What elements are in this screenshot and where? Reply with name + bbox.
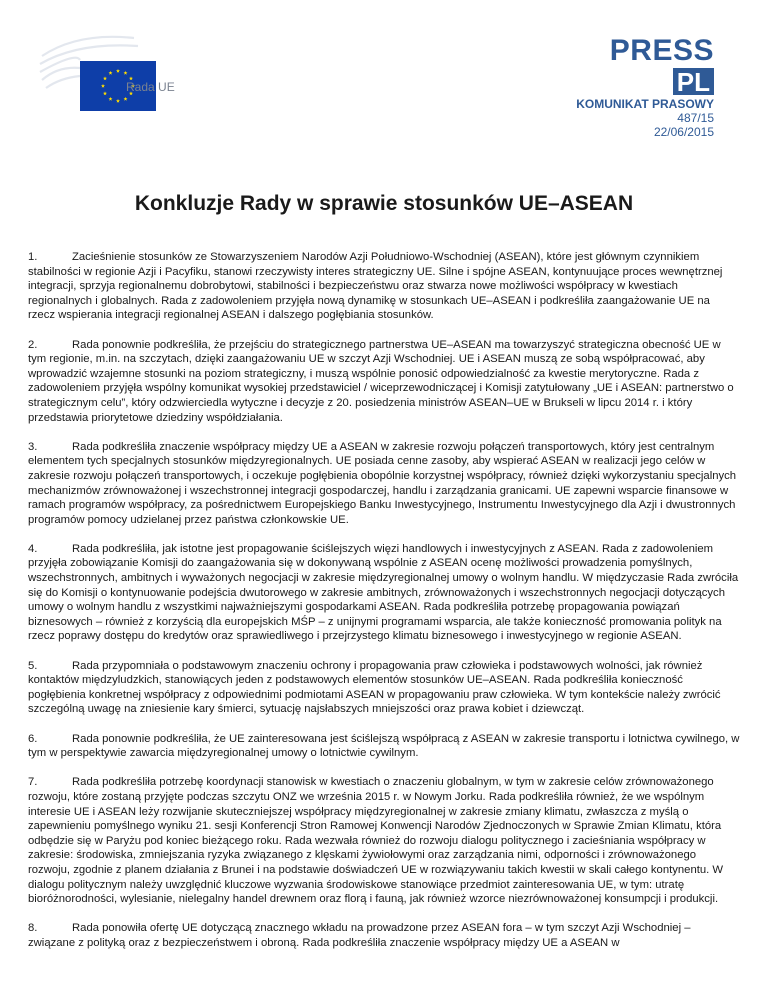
org-name: Rada UE <box>126 80 175 94</box>
flag-star-icon <box>116 99 120 103</box>
paragraph <box>28 659 740 717</box>
paragraph-text: Rada ponownie podkreśliła, że przejściu do strategicznego partnerstwa UE–ASEAN ma towarzyszyć strategiczna obecność UE w tym regionie, m.in. na szczytach, dzięki zaangażowaniu UE w szczyt Azji Wschodniej. UE i ASEAN muszą ze sobą współpracować, aby wprowadzić wzajemne stosunki na poziom strategiczny, i muszą wspólnie ponosić odpowiedzialność za kwestie merytoryczne. Rada z zadowoleniem przyjęła wspólny komunikat wysokiej przedstawiciel / wiceprzewodniczącej i Komisji zatytułowany „UE i ASEAN: partnerstwo o strategicznym celu”, który odzwierciedla wytyczne i decyzje z 20. posiedzenia ministrów ASEAN–UE w Brukseli w lipcu 2014 r. i który przedstawia priorytetowe dziedziny współdziałania. <box>28 338 734 424</box>
page-title: Konkluzje Rady w sprawie stosunków UE–ASEAN <box>134 192 634 215</box>
flag-star-icon <box>116 69 120 73</box>
paragraph <box>28 250 740 323</box>
paragraph-number: 2. <box>28 338 38 351</box>
paragraph <box>28 542 740 644</box>
flag-star-icon <box>124 71 128 75</box>
document-body <box>28 250 740 965</box>
paragraph-number: 7. <box>28 776 38 789</box>
paragraph <box>28 921 740 950</box>
paragraph-number: 4. <box>28 542 38 555</box>
release-date: 22/06/2015 <box>653 125 714 139</box>
flag-star-icon <box>109 97 113 101</box>
paragraph-number: 6. <box>28 732 38 745</box>
paragraph <box>28 775 740 906</box>
paragraph <box>28 338 740 426</box>
reference-number: 487/15 <box>677 111 714 125</box>
paragraph <box>28 440 740 528</box>
press-header <box>576 36 714 139</box>
paragraph-number: 3. <box>28 440 38 453</box>
paragraph-number: 8. <box>28 922 38 935</box>
paragraph-text: Rada ponownie podkreśliła, że UE zainteresowana jest ściślejszą współpracą z ASEAN w zakresie transportu i lotnictwa cywilnego, w tym w perspektywie zawarcia międzyregionalnej umowy o lotnictwie cywilnym. <box>28 732 740 760</box>
flag-star-icon <box>124 97 128 101</box>
paragraph-text: Rada przypomniała o podstawowym znaczeniu ochrony i propagowania praw człowieka i podstawowych wolności, jak również kontaktów międzyludzkich, stanowiących jeden z podstawowych elementów stosunków UE–ASEAN. Rada podkreśliła konieczność pogłębienia konkretnej współpracy z odpowiednimi podmiotami ASEAN w propagowaniu praw człowieka. W tym kontekście należy zwrócić szczególną uwagę na zniesienie kary śmierci, sytuację najsłabszych mniejszości oraz prawa kobiet i dziewcząt. <box>28 659 721 716</box>
paragraph <box>28 732 740 761</box>
paragraph-number: 5. <box>28 659 38 672</box>
paragraph-number: 1. <box>28 251 38 263</box>
press-label: PRESS <box>609 34 714 67</box>
paragraph-text: Zacieśnienie stosunków ze Stowarzyszeniem Narodów Azji Południowo-Wschodniej (ASEAN), które jest głównym czynnikiem stabilności w regionie Azji i Pacyfiku, stanowi rzeczywisty interes strategiczny UE. Silne i spójne ASEAN, kontynuujące proces wewnętrznej integracji, sprzyja regionalnemu dobrobytowi, stabilności i bezpieczeństwu oraz stwarza nowe możliwości współpracy w kwestiach regionalnych i globalnych. Rada z zadowoleniem przyjęła nową dynamikę w stosunkach UE–ASEAN i podkreśliła zaangażowanie UE na rzecz wspierania integracji regionalnej ASEAN i dalszego pogłębiania stosunków. <box>28 251 723 322</box>
release-type: KOMUNIKAT PRASOWY <box>576 97 714 111</box>
flag-star-icon <box>101 84 105 88</box>
language-badge: PL <box>673 68 714 95</box>
paragraph-text: Rada podkreśliła potrzebę koordynacji stanowisk w kwestiach o znaczeniu globalnym, w tym w zakresie celów zrównoważonego rozwoju, które zostaną przyjęte podczas szczytu ONZ we września 2015 r. w Nowym Jorku. Rada podkreśliła również, że we wspólnym interesie UE i ASEAN leży rozwijanie skuteczniejszej współpracy międzyregionalnej w zakresie zmiany klimatu, zwłaszcza z myślą o zapewnieniu pomyślnego wyniku 21. sesji Konferencji Stron Ramowej Konwencji Narodów Zjednoczonych w Sprawie Zmian Klimatu, która odbędzie się w Paryżu pod koniec bieżącego roku. Rada wezwała również do rozwoju dialogu politycznego i zacieśniania współpracy w zakresie: środowiska, zmniejszania ryzyka związanego z klęskami żywiołowymi oraz zarządzania nimi, odporności i zrównoważonego rozwoju, zgodnie z planem działania z Brunei i na podstawie doświadczeń UE w rozwiązywaniu takich kwestii w skali całego kontynentu. W dialogu politycznym należy uwzględnić kluczowe wyzwania środowiskowe stanowiące przedmiot zainteresowania UE, w tym: utratę bioróżnorodności, wylesianie, nielegalny handel drewnem oraz florą i fauną, jak również wzorce niezrównoważonej konsumpcji i produkcji. <box>28 776 724 906</box>
paragraph-text: Rada podkreśliła, jak istotne jest propagowanie ściślejszych więzi handlowych i inwestycyjnych z ASEAN. Rada z zadowoleniem przyjęła zobowiązanie Komisji do zaangażowania się w dokonywaną wspólnie z ASEAN ocenę możliwości prowadzenia pomyślnych, wszechstronnych, ambitnych i wyważonych negocjacji w zakresie międzyregionalnej umowy o wolnym handlu. W międzyczasie Rada zwróciła się do Komisji o kontynuowanie podejścia dwutorowego w zakresie ambitnych, zrównoważonych i wszechstronnych negocjacji dotyczących umowy o wolnym handlu z wszystkimi najważniejszymi gospodarkami ASEAN. Rada podkreśliła potrzebę propagowania powiązań biznesowych – również z korzyścią dla europejskich MŚP – z unijnymi programami wsparcia, ale także konieczność promowania polityk na rzecz poprawy dostępu do kredytów oraz sprawiedliwego i przejrzystego klimatu biznesowego i inwestycyjnego w regionie ASEAN. <box>28 542 739 643</box>
flag-star-icon <box>103 76 107 80</box>
flag-star-icon <box>109 71 113 75</box>
flag-star-icon <box>103 91 107 95</box>
paragraph-text: Rada ponowiła ofertę UE dotyczącą znacznego wkładu na prowadzone przez ASEAN fora – w tym szczyt Azji Wschodniej – związane z polityką oraz z bezpieczeństwem i obroną. Rada podkreśliła znaczenie współpracy między UE a ASEAN w <box>28 922 691 949</box>
paragraph-text: Rada podkreśliła znaczenie współpracy między UE a ASEAN w zakresie rozwoju połączeń transportowych, który jest centralnym elementem tych specjalnych stosunków międzyregionalnych. UE posiada cenne zasoby, aby wspierać ASEAN w realizacji jego celów w zakresie rozwoju połączeń transportowych, i oczekuje pogłębienia obopólnie korzystnej współpracy, również dzięki wykorzystaniu specjalnych mechanizmów zrównoważonej i wszechstronnej integracji gospodarczej, handlu i zarządzania granicami. UE zapewni wsparcie finansowe w ramach programów współpracy, za pośrednictwem Europejskiego Banku Inwestycyjnego, Instrumentu Inwestycyjnego dla Azji i dwustronnych programów pomocy udzielanej przez państwa członkowskie UE. <box>28 440 737 526</box>
